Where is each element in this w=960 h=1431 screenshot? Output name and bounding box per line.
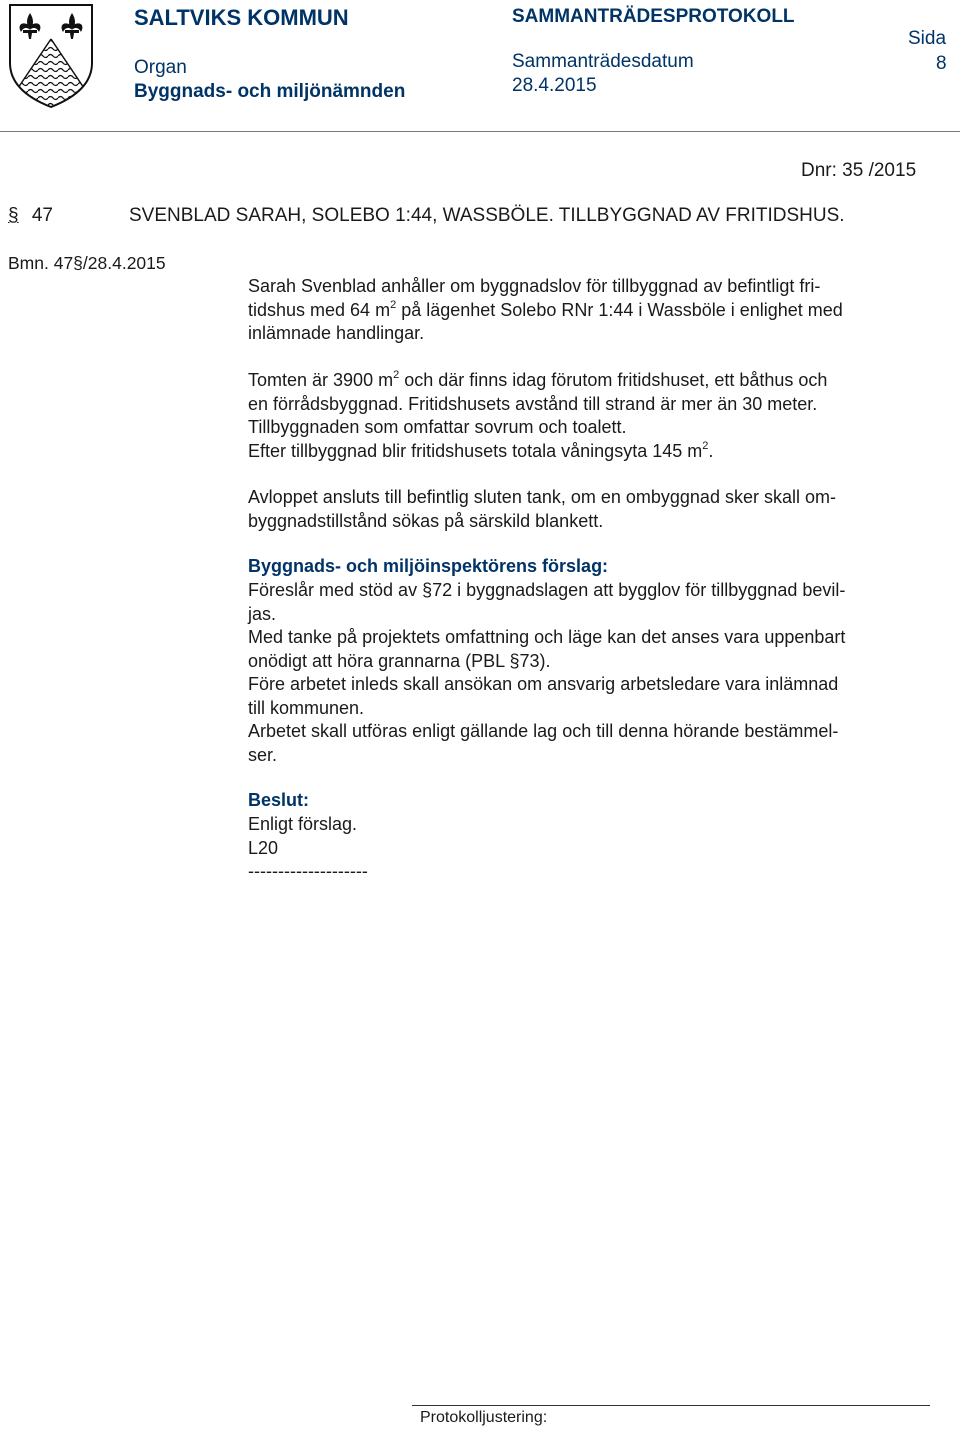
section-number-value: 47: [31, 205, 53, 226]
decision-separator: --------------------: [248, 861, 368, 881]
text-span: tidshus med 64 m: [248, 299, 391, 320]
footer-signature-line: [412, 1405, 930, 1406]
text-line: till kommunen.: [248, 697, 365, 718]
text-span: Efter tillbyggnad blir fritidshusets totala våningsyta 145 m: [248, 440, 703, 461]
protocol-adjustment-label: Protokolljustering:: [420, 1409, 548, 1426]
dnr-reference: Dnr: 35 /2015: [801, 160, 917, 181]
text-line: Med tanke på projektets omfattning och läge kan det anses vara uppenbart: [248, 627, 846, 647]
header-divider: [0, 131, 960, 132]
text-span: .: [708, 440, 714, 461]
superscript: 2: [702, 439, 709, 452]
meeting-date: 28.4.2015: [512, 75, 597, 96]
application-paragraph: [248, 275, 843, 346]
text-line: Avloppet ansluts till befintlig sluten tank, om en ombyggnad sker skall om-: [248, 487, 836, 507]
text-line: Sarah Svenblad anhåller om byggnadslov för tillbyggnad av befintligt fri-: [248, 276, 821, 296]
decision-code: L20: [248, 837, 279, 858]
superscript: 2: [393, 369, 400, 381]
text-line: en förrådsbyggnad. Fritidshusets avstånd till strand är mer än 30 meter.: [248, 393, 818, 414]
text-line: [248, 299, 843, 323]
decision-heading: Beslut:: [248, 790, 310, 810]
plot-description-paragraph: [248, 369, 827, 463]
text-line: jas.: [248, 603, 277, 624]
section-number: [8, 205, 53, 227]
text-line: Tillbyggnaden som omfattar sovrum och toalett.: [248, 417, 627, 437]
text-span: och där finns idag förutom fritidshuset, ett båthus och: [399, 370, 828, 390]
text-line: [248, 440, 827, 464]
meeting-date-label: Sammanträdesdatum: [512, 51, 694, 72]
organ-label: Organ: [134, 57, 187, 78]
proposal-text: [248, 579, 845, 767]
decision-text: [248, 813, 368, 884]
text-line: ser.: [248, 744, 278, 765]
page-label: Sida: [908, 28, 947, 49]
section-symbol: §: [8, 205, 19, 226]
text-line: byggnadstillstånd sökas på särskild blankett.: [248, 510, 604, 531]
text-span: på lägenhet Solebo RNr 1:44 i Wassböle i enlighet med: [396, 299, 843, 320]
decision-statement: Enligt förslag.: [248, 814, 358, 834]
superscript: 2: [390, 298, 397, 311]
organ-name: Byggnads- och miljönämnden: [134, 81, 406, 102]
text-line: [248, 369, 827, 393]
page-number: 8: [936, 53, 947, 74]
case-title: SVENBLAD SARAH, SOLEBO 1:44, WASSBÖLE. TILLBYGGNAD AV FRITIDSHUS.: [129, 205, 845, 226]
text-line: Föreslår med stöd av §72 i byggnadslagen att bygglov för tillbyggnad bevil-: [248, 580, 846, 600]
text-line: Före arbetet inleds skall ansökan om ansvarig arbetsledare vara inlämnad: [248, 674, 839, 694]
text-span: Tomten är 3900 m: [248, 370, 394, 390]
text-line: Arbetet skall utföras enligt gällande lag och till denna hörande bestämmel-: [248, 721, 839, 741]
municipality-name: SALTVIKS KOMMUN: [134, 5, 349, 30]
sewage-paragraph: [248, 486, 836, 533]
case-reference: Bmn. 47§/28.4.2015: [8, 253, 166, 273]
protocol-title: SAMMANTRÄDESPROTOKOLL: [512, 6, 795, 27]
text-line: inlämnade handlingar.: [248, 323, 425, 343]
proposal-heading: Byggnads- och miljöinspektörens förslag:: [248, 556, 609, 576]
text-line: onödigt att höra grannarna (PBL §73).: [248, 650, 551, 671]
coat-of-arms-logo: [8, 3, 94, 109]
